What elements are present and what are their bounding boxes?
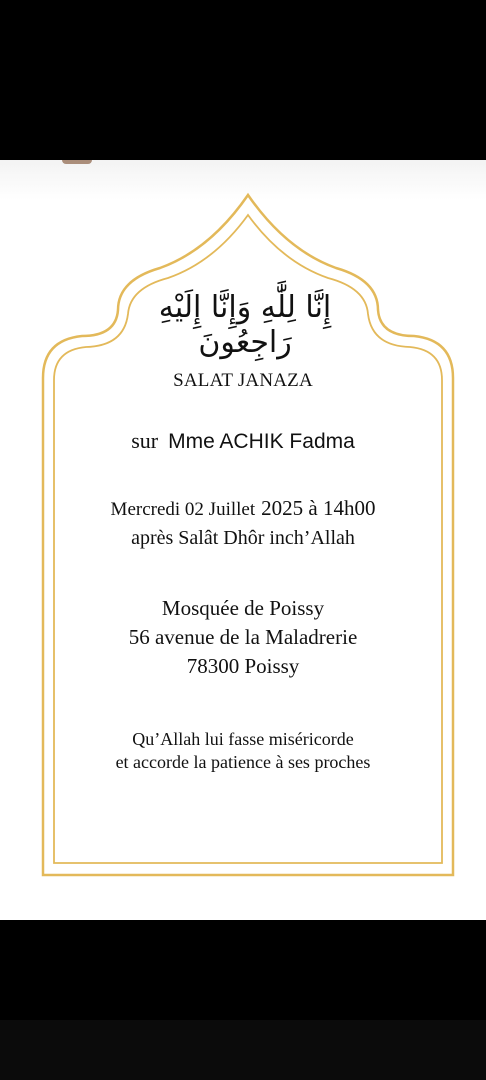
navigation-bar — [0, 1020, 486, 1080]
quran-verse-calligraphy: إِنَّا لِلَّٰهِ وَإِنَّا إِلَيْهِ رَاجِعُونَ — [158, 290, 332, 360]
funeral-announcement-image — [0, 160, 486, 920]
bottom-black-bar — [0, 920, 486, 1020]
prayer-line-2: et accorde la patience à ses proches — [115, 752, 371, 772]
time-text: 2025 à 14h00 — [261, 496, 376, 520]
prayer-line-1: Qu’Allah lui fasse miséricorde — [132, 729, 354, 749]
date-line — [0, 496, 486, 521]
after-prayer-text: après Salât Dhôr inch’Allah — [131, 527, 355, 549]
deceased-name: Mme ACHIK Fadma — [168, 430, 355, 453]
deceased-name-line — [0, 428, 486, 454]
top-black-bar — [0, 0, 486, 160]
venue-city: 78300 Poissy — [186, 654, 300, 678]
venue-street: 56 avenue de la Maladrerie — [128, 625, 358, 649]
venue-name: Mosquée de Poissy — [161, 596, 325, 620]
date-text: Mercredi 02 Juillet — [110, 499, 256, 520]
announcement-title: SALAT JANAZA — [173, 370, 313, 391]
name-prefix: sur — [131, 428, 159, 453]
